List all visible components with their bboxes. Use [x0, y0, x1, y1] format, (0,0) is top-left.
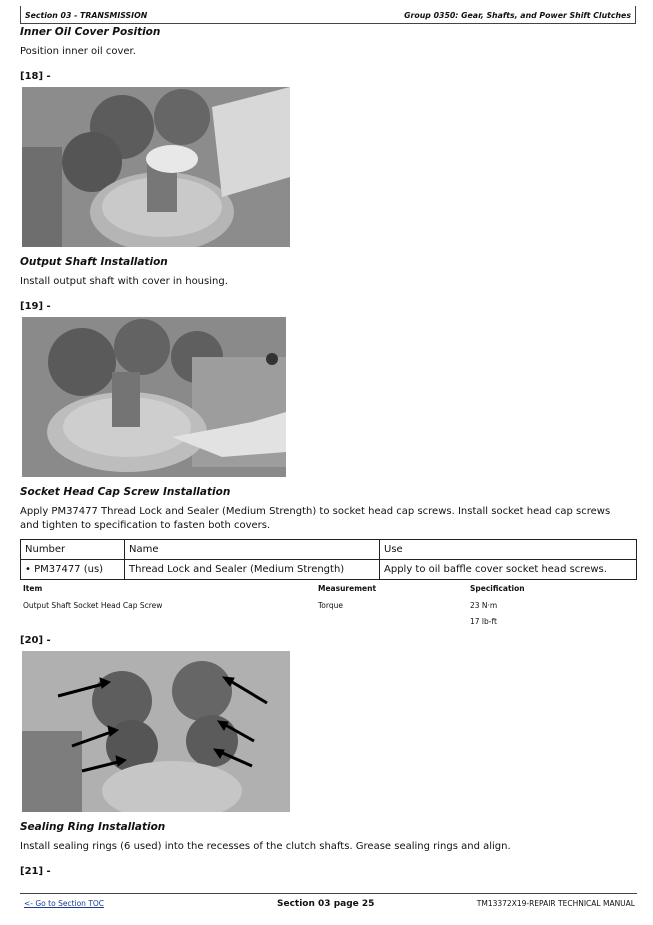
parts-header-use: Use — [380, 540, 637, 560]
section-label: Section 03 - TRANSMISSION — [25, 11, 148, 20]
parts-cell-use: Apply to oil baffle cover socket head screws. — [380, 560, 637, 580]
table-row — [21, 560, 637, 580]
socket-head-cap-screw-heading: Socket Head Cap Screw Installation — [20, 486, 231, 498]
manual-title: TM13372X19-REPAIR TECHNICAL MANUAL — [476, 899, 635, 908]
sealing-ring-photo — [22, 651, 290, 812]
page-header — [20, 6, 636, 24]
group-label: Group 0350: Gear, Shafts, and Power Shift Clutches — [404, 11, 631, 20]
output-shaft-text: Install output shaft with cover in housing. — [20, 276, 228, 287]
inner-oil-cover-text: Position inner oil cover. — [20, 46, 136, 57]
step-20-label: [20] - — [20, 635, 51, 646]
spec-item: Output Shaft Socket Head Cap Screw — [23, 601, 163, 610]
inner-oil-cover-photo — [22, 87, 290, 247]
spec-header-item: Item — [23, 584, 43, 593]
spec-header-specification: Specification — [470, 584, 525, 593]
output-shaft-photo — [22, 317, 286, 477]
inner-oil-cover-heading: Inner Oil Cover Position — [20, 26, 161, 38]
sealing-ring-heading: Sealing Ring Installation — [20, 821, 166, 833]
spec-value-imperial: 17 lb-ft — [470, 617, 497, 626]
parts-header-name: Name — [125, 540, 380, 560]
parts-header-number: Number — [21, 540, 125, 560]
output-shaft-heading: Output Shaft Installation — [20, 256, 168, 268]
parts-cell-name: Thread Lock and Sealer (Medium Strength) — [125, 560, 380, 580]
step-21-label: [21] - — [20, 866, 51, 877]
spec-value-metric: 23 N·m — [470, 601, 498, 610]
page-number: Section 03 page 25 — [277, 899, 375, 909]
parts-cell-number: • PM37477 (us) — [21, 560, 125, 580]
parts-table-header-row — [21, 540, 637, 560]
spec-measurement: Torque — [318, 601, 343, 610]
go-to-section-toc-link[interactable]: <- Go to Section TOC — [24, 899, 105, 908]
socket-head-cap-screw-text: Apply PM37477 Thread Lock and Sealer (Medium Strength) to socket head cap screws. Install socket head cap screws and tighten to specification to fasten both covers. — [20, 506, 611, 531]
step-19-label: [19] - — [20, 301, 51, 312]
parts-table — [20, 539, 637, 580]
footer-divider — [20, 893, 637, 894]
sealing-ring-text: Install sealing rings (6 used) into the recesses of the clutch shafts. Grease sealing rings and align. — [20, 841, 511, 852]
spec-header-measurement: Measurement — [318, 584, 377, 593]
step-18-label: [18] - — [20, 71, 51, 82]
